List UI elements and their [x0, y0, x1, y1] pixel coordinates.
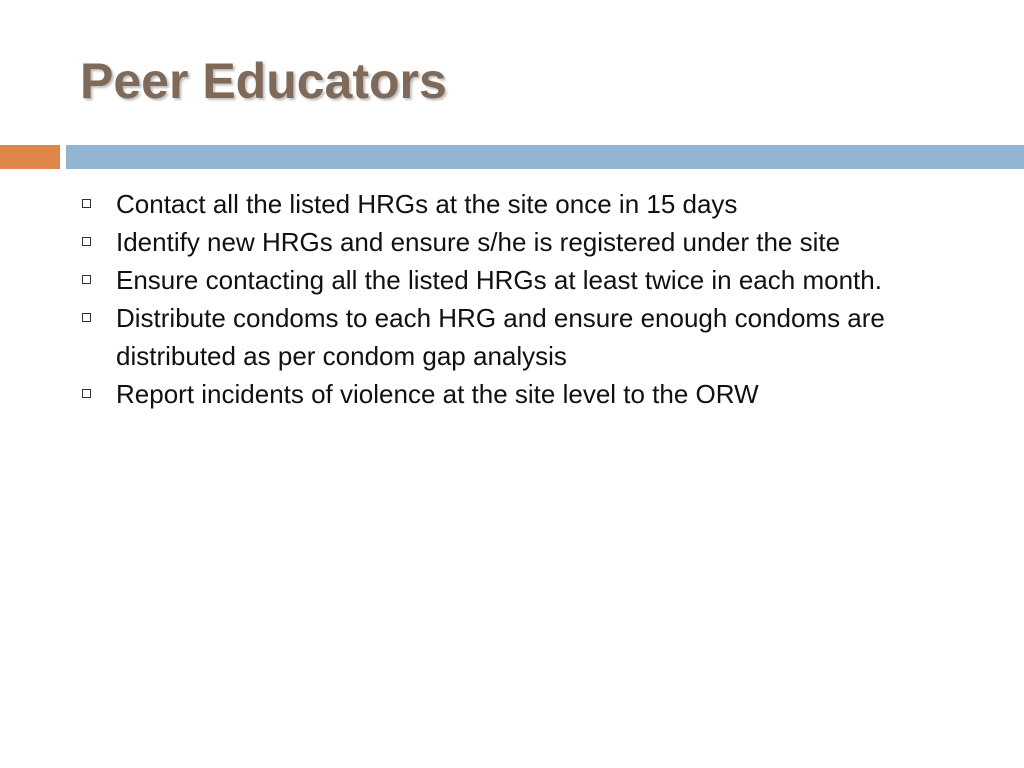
- bullet-item: [80, 299, 960, 375]
- bullet-item: [80, 261, 960, 299]
- bullet-item: [80, 223, 960, 261]
- bullet-list: [80, 185, 960, 413]
- bullet-item: [80, 375, 960, 413]
- bullet-text: Ensure contacting all the listed HRGs at least twice in each month.: [116, 265, 882, 295]
- hollow-square-bullet-icon: [82, 237, 91, 246]
- bullet-text: Contact all the listed HRGs at the site once in 15 days: [116, 189, 738, 219]
- title-accent-bar-blue: [66, 145, 1024, 169]
- hollow-square-bullet-icon: [82, 199, 91, 208]
- hollow-square-bullet-icon: [82, 389, 91, 398]
- hollow-square-bullet-icon: [82, 275, 91, 284]
- bullet-text: Identify new HRGs and ensure s/he is registered under the site: [116, 227, 841, 257]
- bullet-text: Report incidents of violence at the site level to the ORW: [116, 379, 759, 409]
- slide-title: Peer Educators: [80, 53, 447, 109]
- bullet-text: Distribute condoms to each HRG and ensure enough condoms are distributed as per condom gap analysis: [116, 303, 885, 371]
- title-accent-bar-orange: [0, 145, 60, 169]
- bullet-item: [80, 185, 960, 223]
- hollow-square-bullet-icon: [82, 313, 91, 322]
